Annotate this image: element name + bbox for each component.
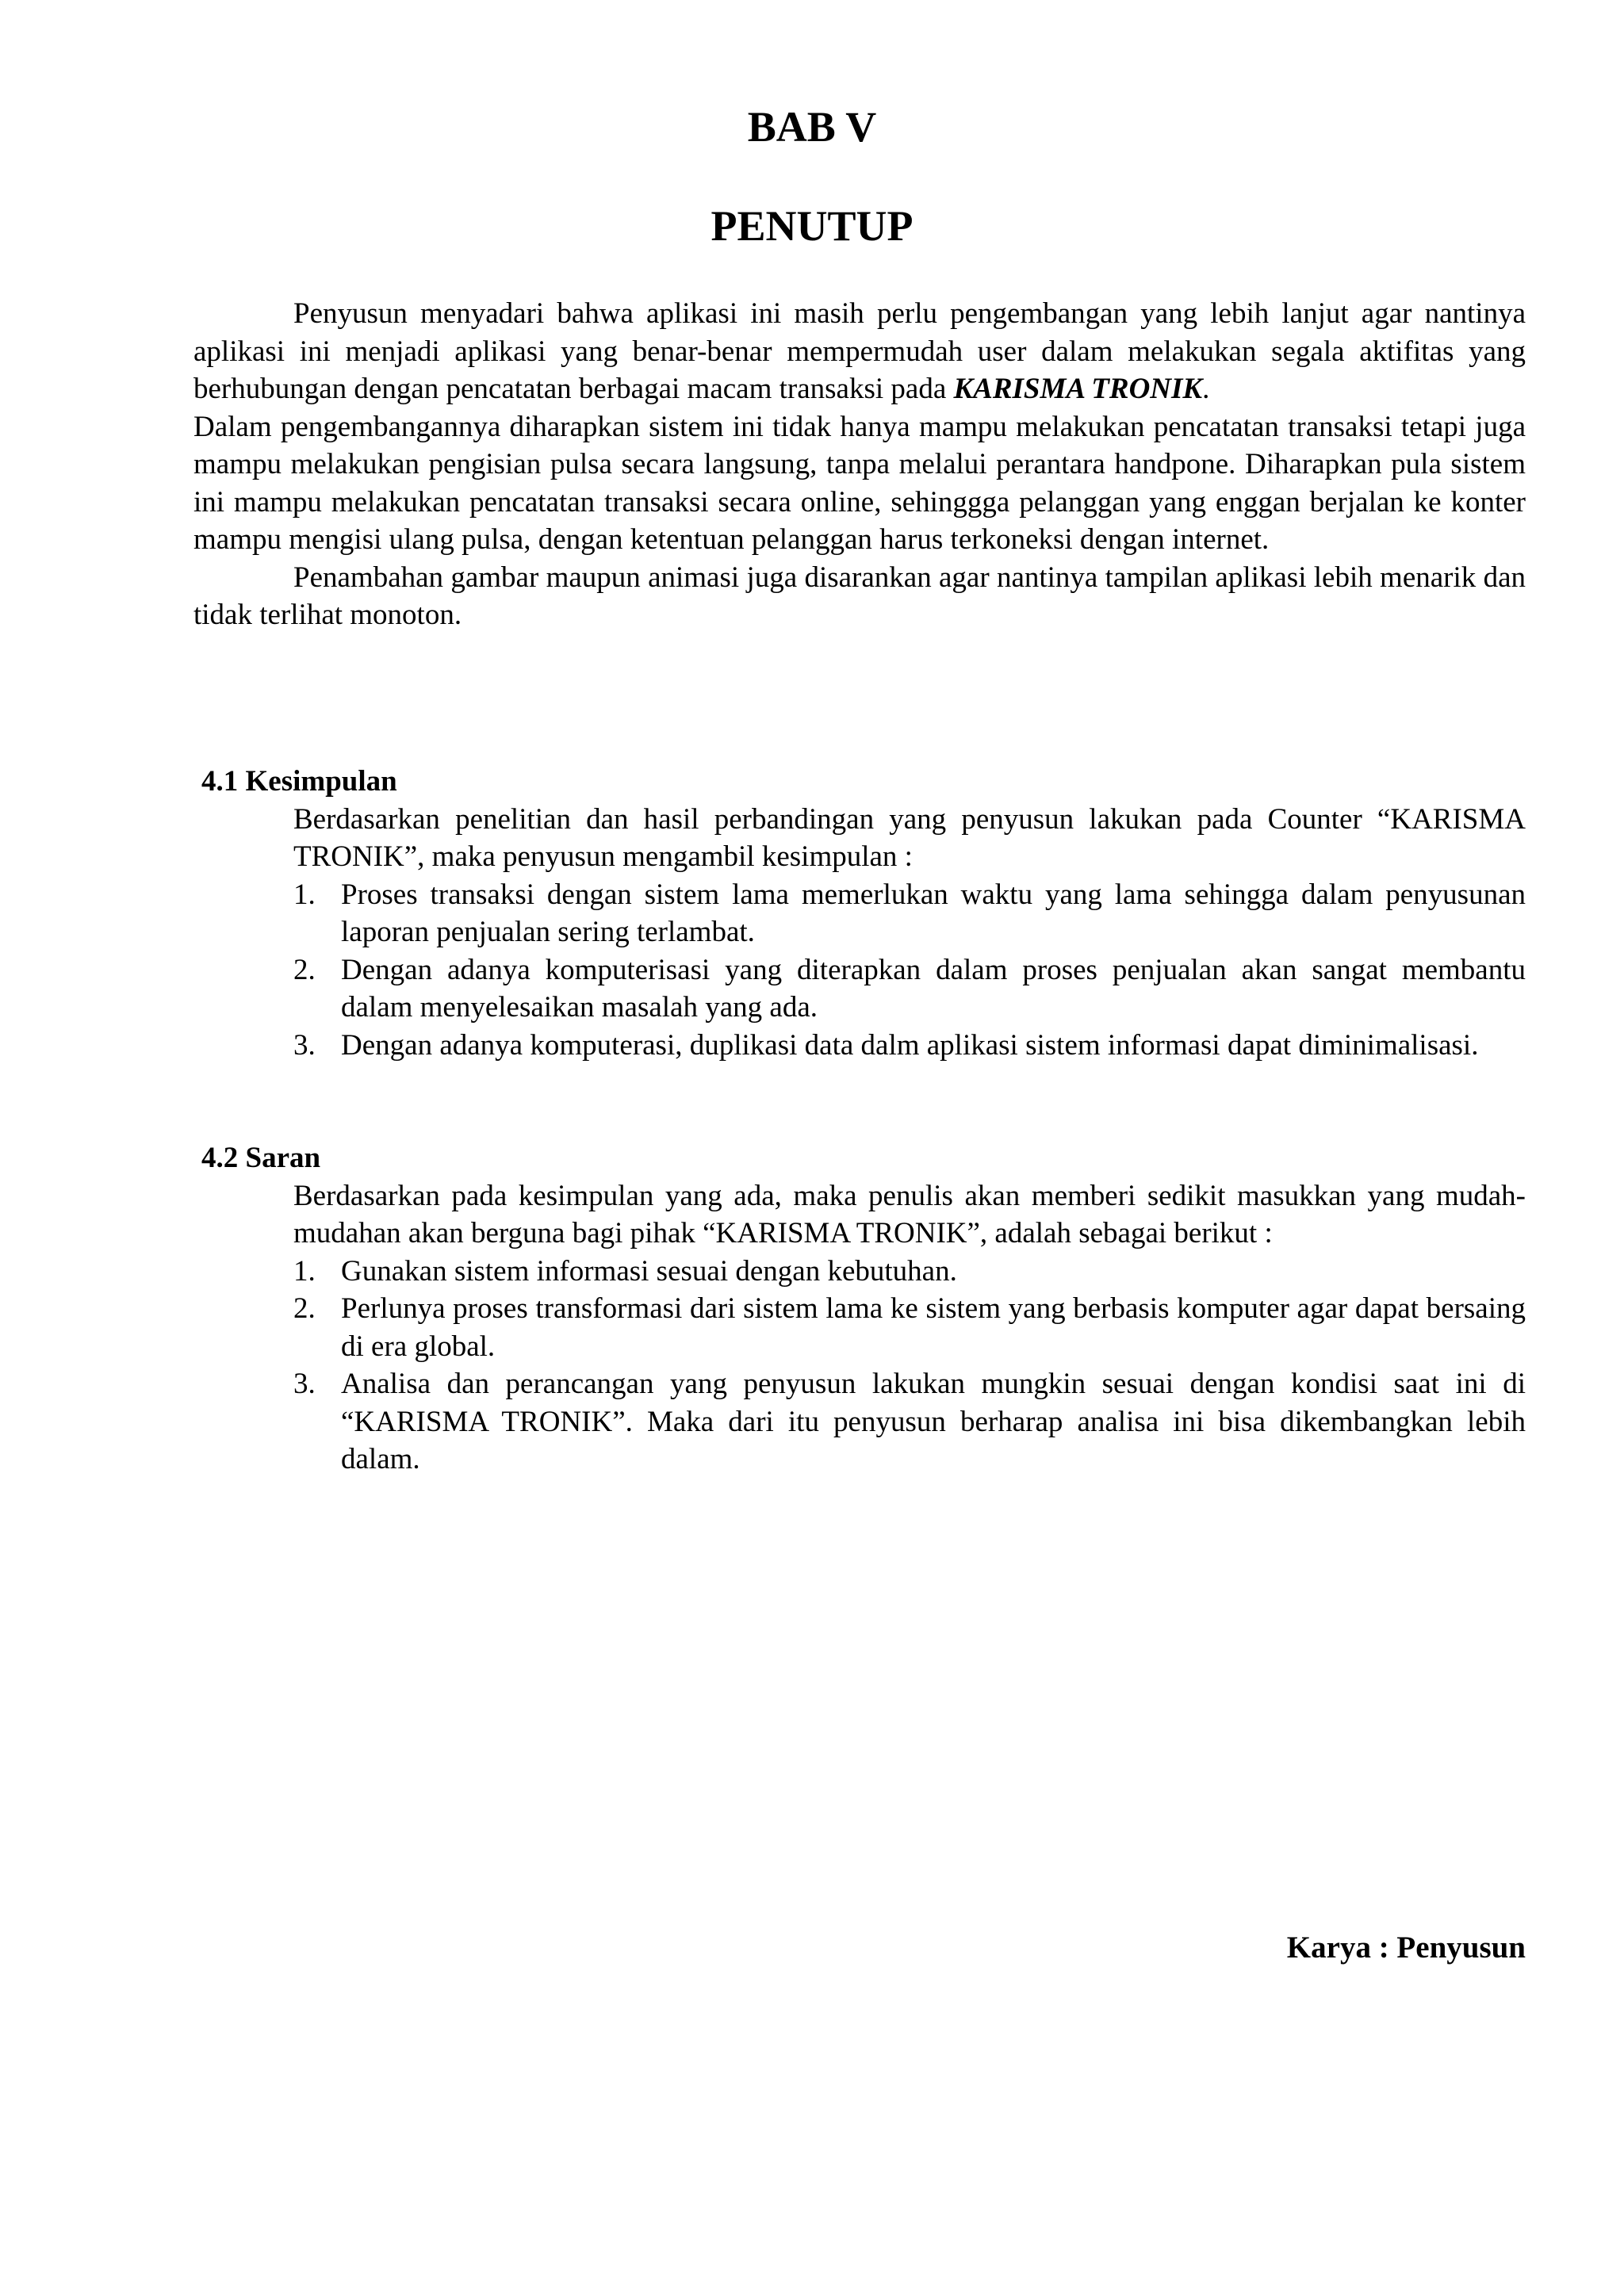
list-item — [293, 951, 1526, 1027]
intro-p1-text: Penyusun menyadari bahwa aplikasi ini masih perlu pengembangan yang lebih lanjut agar nantinya aplikasi ini menjadi aplikasi yang benar-benar mempermudah user dalam melakukan segala aktifitas yang berhubungan dengan pencatatan berbagai macam transaksi pada — [193, 297, 1526, 405]
list-text: Perlunya proses transformasi dari sistem lama ke sistem yang berbasis komputer agar dapat bersaing di era global. — [341, 1292, 1526, 1363]
signature: Karya : Penyusun — [1286, 1931, 1526, 1965]
list-item — [293, 1253, 1526, 1291]
suggestion-list — [293, 1253, 1526, 1479]
list-item — [293, 876, 1526, 951]
list-number: 2. — [293, 953, 316, 986]
section-lead: Berdasarkan pada kesimpulan yang ada, maka penulis akan memberi sedikit masukkan yang mudah-mudahan akan berguna bagi pihak “KARISMA TRONIK”, adalah sebagai berikut : — [293, 1179, 1526, 1249]
intro-text — [193, 295, 1526, 634]
list-number: 1. — [293, 1254, 316, 1288]
list-number: 3. — [293, 1368, 316, 1400]
section-body — [293, 1177, 1526, 1479]
chapter-title: PENUTUP — [710, 202, 914, 250]
list-text: Analisa dan perancangan yang penyusun lakukan mungkin sesuai dengan kondisi saat ini di “KARISMA TRONIK”. Maka dari itu penyusun berharap analisa ini bisa dikembangkan lebih dalam. — [341, 1368, 1526, 1475]
section-kesimpulan — [201, 763, 1526, 1064]
list-number: 1. — [293, 878, 316, 911]
conclusion-list — [293, 876, 1526, 1065]
intro-p1-end: . — [1202, 373, 1210, 405]
list-item — [293, 1290, 1526, 1365]
intro-paragraph-2: Dalam pengembangannya diharapkan sistem ini tidak hanya mampu melakukan pencatatan transaksi tetapi juga mampu melakukan pengisian pulsa secara langsung, tanpa melalui perantara handpone. Diharapkan pula sistem ini mampu melakukan pencatatan transaksi secara online, sehinggga pelanggan yang enggan berjalan ke konter mampu mengisi ulang pulsa, dengan ketentuan pelanggan harus terkoneksi dengan internet. — [193, 410, 1526, 556]
section-heading: 4.1 Kesimpulan — [201, 765, 397, 798]
intro-paragraph-3: Penambahan gambar maupun animasi juga disarankan agar nantinya tampilan aplikasi lebih menarik dan tidak terlihat monoton. — [193, 561, 1526, 631]
list-text: Dengan adanya komputerisasi yang diterapkan dalam proses penjualan akan sangat membantu dalam menyelesaikan masalah yang ada. — [341, 953, 1526, 1024]
list-item — [293, 1027, 1526, 1065]
section-body — [293, 801, 1526, 1065]
list-text: Proses transaksi dengan sistem lama memerlukan waktu yang lama sehingga dalam penyusunan laporan penjualan sering terlambat. — [341, 878, 1526, 948]
chapter-number: BAB V — [747, 103, 877, 151]
list-item — [293, 1365, 1526, 1479]
section-lead: Berdasarkan penelitian dan hasil perbandingan yang penyusun lakukan pada Counter “KARISMA TRONIK”, maka penyusun mengambil kesimpulan : — [293, 802, 1526, 873]
list-number: 2. — [293, 1292, 316, 1325]
section-saran — [201, 1139, 1526, 1479]
list-text: Dengan adanya komputerasi, duplikasi data dalm aplikasi sistem informasi dapat diminimalisasi. — [341, 1028, 1479, 1062]
section-heading: 4.2 Saran — [201, 1142, 321, 1174]
brand-name: KARISMA TRONIK — [953, 373, 1203, 405]
intro-paragraph-1 — [193, 295, 1526, 408]
list-number: 3. — [293, 1028, 316, 1062]
list-text: Gunakan sistem informasi sesuai dengan kebutuhan. — [341, 1254, 957, 1288]
